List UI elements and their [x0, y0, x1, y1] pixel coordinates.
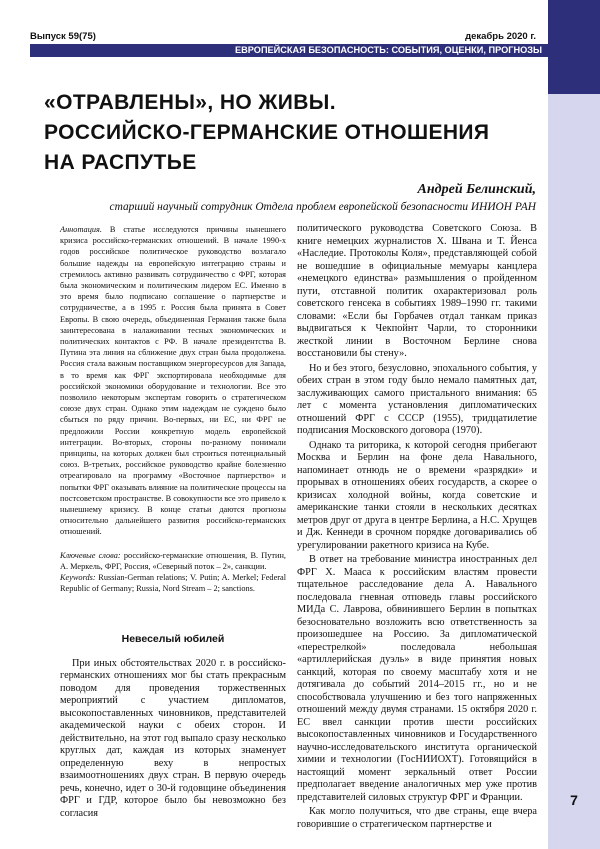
- page-number: 7: [570, 792, 578, 808]
- body-paragraph: В ответ на требование министра иностранных дел ФРГ Х. Мааса к российским властям провести тщательное расследование дела А. Навального последовала гневная отповедь главы российского МИДа С. Лаврова, обвинившего Берлин в попытках безосновательно возложить всю ответственность за произошедшее на Россию. За дипломатической «перестрелкой» последовала небольшая «артиллерийская дуэль» в виде принятия новых санкций, которая по своему масштабу хотя и не дотягивала до событий 2014–2015 гг., но и не способствовала улучшению и без того напряженных отношений между двумя странами. 15 октября 2020 г. ЕС ввел санкции против шести российских высокопоставленных чиновников и Государственного научно-исследовательского института органической химии и технологии (ГосНИИОХТ). Готовящийся в настоящий момент зеркальный ответ России предполагает введение аналогичных мер уже против представителей силовых структур ФРГ и Франции.: [297, 554, 537, 803]
- issue-number: Выпуск 59(75): [30, 31, 96, 42]
- body-paragraph: Как могло получиться, что две страны, еще вчера говорившие о стратегическом партнерстве и: [297, 806, 537, 830]
- body-paragraph: Но и без этого, безусловно, эпохального события, у обеих стран в этом году было немало памятных дат, заслуживающих самого пристального внимания: 65 лет с момента установления дипломатических отношений ФРГ с СССР (1955), тридцатилетие подписания Московского договора (1970).: [297, 362, 537, 436]
- title-line: НА РАСПУТЬЕ: [44, 151, 197, 174]
- keywords-en-label: Keywords:: [60, 573, 96, 583]
- section-banner-text: ЕВРОПЕЙСКАЯ БЕЗОПАСНОСТЬ: СОБЫТИЯ, ОЦЕНКИ, ПРОГНОЗЫ: [235, 45, 542, 55]
- keywords-ru-text: российско-германские отношения, В. Путин, А. Меркель, ФРГ, Россия, «Северный поток – 2», санкции.: [60, 550, 286, 571]
- title-line: «ОТРАВЛЕНЫ», НО ЖИВЫ.: [44, 91, 336, 114]
- body-paragraph: политического руководства Советского Союза. В книге немецких журналистов Х. Швана и Т. Йенса «Наследие. Протоколы Коля», представляющей собой не вошедшие в официальные мемуары канцлера «немецкого единства» размышления о пройденном пути, отставной политик охарактеризовал роль советского генсека в событиях 1989–1990 гг. такими словами: «Если бы Горбачев отдал танкам приказ выдвигаться к Чекпойнт Чарли, то сторонники жесткой линии в Восточном Берлине снова восстановили бы стену».: [297, 223, 537, 359]
- abstract: [60, 224, 286, 538]
- keywords-ru: [60, 550, 286, 572]
- left-column: [60, 224, 286, 820]
- keywords-en-text: Russian-German relations; V. Putin; A. Merkel; Federal Republic of Germany; Russia, Nord Stream – 2; sanctions.: [60, 573, 286, 594]
- section-heading: Невеселый юбилей: [121, 632, 225, 645]
- sidebar-accent-block: [548, 0, 600, 94]
- abstract-label: Аннотация.: [60, 225, 102, 234]
- body-paragraph: Однако та риторика, к которой сегодня прибегают Москва и Берлин на фоне дела Навального, напоминает отнюдь не о времени «разрядки» и прорывах в отношениях обеих государств, а скорее о кризисах холодной войны, когда советские и американские танки стояли в нескольких десятках метров друг от друга в центре Берлина, а Н.С. Хрущев и Дж. Кеннеди в срочном порядке договаривались об урегулировании ракетного кризиса на Кубе.: [297, 439, 537, 551]
- right-column: [297, 223, 537, 831]
- keywords-ru-label: Ключевые слова:: [60, 550, 121, 560]
- body-paragraph: При иных обстоятельствах 2020 г. в российско-германских отношениях мог бы стать прекрасным поводом для проведения торжественных мероприятий с участием дипломатов, высокопоставленных чиновников, представителей академической науки с обеих сторон. И действительно, на этот год выпало сразу несколько круглых дат, каждая из которых знаменует определенную веху в непростых взаимоотношениях двух стран. В первую очередь речь, конечно, идет о 30-й годовщине объединения ФРГ и ГДР, которое было бы невозможно без согласия: [60, 657, 286, 819]
- section-banner: [30, 44, 548, 57]
- page-sidebar: [548, 0, 600, 849]
- author-affiliation: старший научный сотрудник Отдела проблем европейской безопасности ИНИОН РАН: [109, 201, 536, 213]
- author-name: Андрей Белинский,: [417, 182, 536, 197]
- abstract-text: В статье исследуются причины нынешнего кризиса российско-германских отношений. В начале 1990-х годов российское политическое руководство возлагало большие надежды на европейскую интеграцию страны и стремилось активно развивать сотрудничество с ФРГ, которая была экономическим и политическим лидером ЕС. Именно в это время было подписано соглашение о партнерстве и сотрудничестве, а в 1995 г. Россия была принята в Совет Европы. В свою очередь, объединенная Германия также была заинтересована в налаживании тесных экономических и политических контактов с РФ. В начале президентства В. Путина эта линия на сближение двух стран была продолжена. Россия стала важным поставщиком энергоресурсов для Запада, в то время как ФРГ экспортировала необходимые для российской экономики оборудование и технологии. Все это позволило некоторым экспертам говорить о стратегическом союзе двух стран. Однако этим надеждам не суждено было сбыться по ряду причин. Во-первых, ни ЕС, ни ФРГ не предложили России конкретную модель европейской интеграции. Во-вторых, стороны по-разному понимали принципы, на которых должен был строиться потенциальный союз. В-третьих, российское руководство крайне болезненно отреагировало на программу «Восточное партнерство» и попытки ФРГ оказывать влияние на политические процессы на постсоветском пространстве. В совокупности все это привело к нынешнему кризису. В конце статьи даются прогнозы относительно дальнейшего развития российско-германских отношений.: [60, 225, 287, 537]
- keywords-en: [60, 572, 286, 594]
- issue-date: декабрь 2020 г.: [465, 31, 536, 42]
- title-line: РОССИЙСКО-ГЕРМАНСКИЕ ОТНОШЕНИЯ: [44, 121, 490, 144]
- article-title: [44, 88, 514, 178]
